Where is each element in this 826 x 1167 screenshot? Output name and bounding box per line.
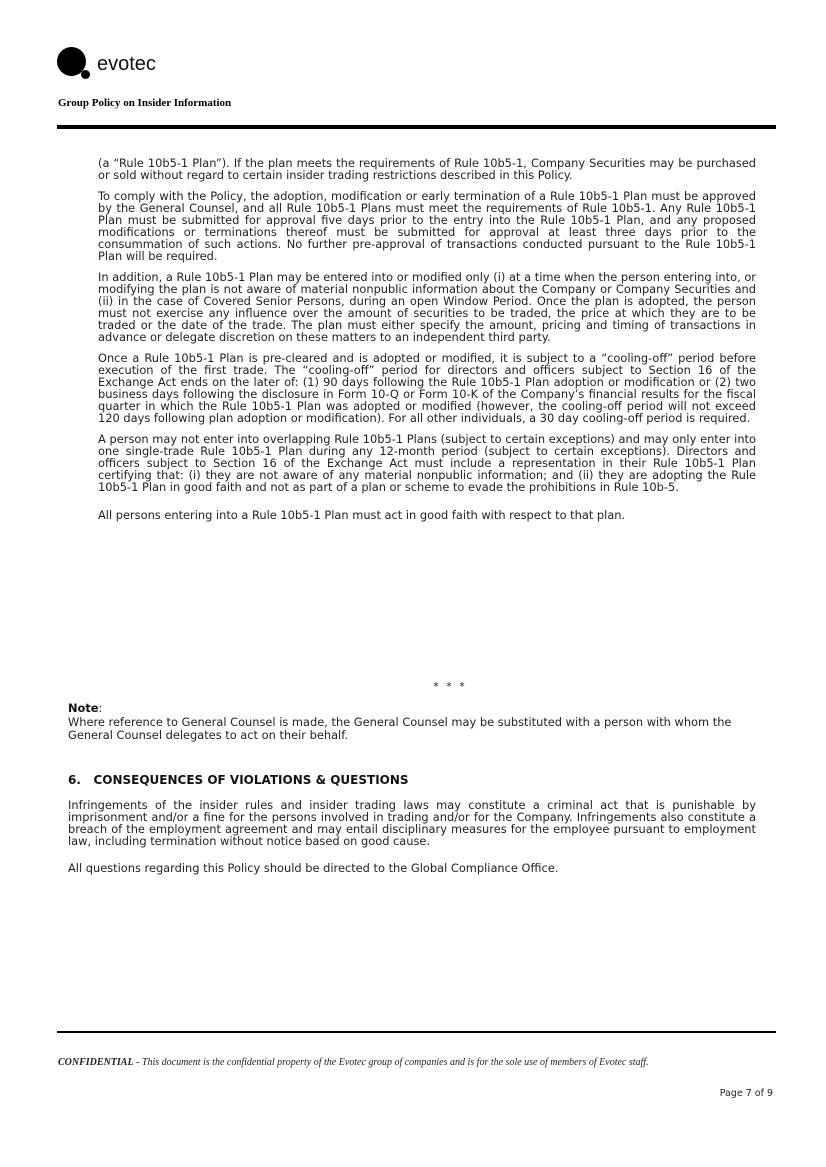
paragraph: Infringements of the insider rules and insider trading laws may constitute a criminal act that is punishable by imprisonment and/or a fine for the persons involved in trading and/or for the Company. Infringements also constitute a breach of the employment agreement and may entail disciplinary measures for the employee pursuant to employment law, including termination without notice based on good cause. bbox=[68, 798, 756, 848]
paragraph: (a “Rule 10b5-1 Plan”). If the plan meets the requirements of Rule 10b5-1, Company Securities may be purchased or sold without regard to certain insider trading restrictions described in this Policy. bbox=[98, 156, 756, 182]
paragraph: To comply with the Policy, the adoption, modification or early termination of a Rule 10b5-1 Plan must be approved by the General Counsel, and all Rule 10b5-1 Plans must meet the requirements of Rule 10b5-1. Any Rule 10b5-1 Plan must be submitted for approval five days prior to the entry into the Rule 10b5-1 Plan, and any proposed modifications or terminations thereof must be submitted for approval at least three days prior to the consummation of such actions. No further pre-approval of transactions conducted pursuant to the Rule 10b5-1 Plan will be required. bbox=[98, 189, 756, 263]
confidentiality-notice bbox=[58, 1057, 649, 1068]
section-6-heading: 6. CONSEQUENCES OF VIOLATIONS & QUESTIONS bbox=[68, 773, 409, 787]
confidential-label: CONFIDENTIAL bbox=[58, 1057, 134, 1068]
paragraph: In addition, a Rule 10b5-1 Plan may be entered into or modified only (i) at a time when the person entering into, or modifying the plan is not aware of material nonpublic information about the Company or Company Securities and (ii) in the case of Covered Senior Persons, during an open Window Period. Once the plan is adopted, the person must not exercise any influence over the amount of securities to be traded, the price at which they are to be traded or the date of the trade. The plan must either specify the amount, pricing and timing of transactions in advance or delegate discretion on these matters to an independent third party. bbox=[98, 270, 756, 344]
section-separator: * * * bbox=[433, 680, 467, 693]
paragraph: Once a Rule 10b5-1 Plan is pre-cleared and is adopted or modified, it is subject to a “cooling-off” period before execution of the first trade. The “cooling-off” period for directors and officers subject to Section 16 of the Exchange Act ends on the later of: (1) 90 days following the Rule 10b5-1 Plan adoption or modification or (2) two business days following the disclosure in Form 10-Q or Form 10-K of the Company’s financial results for the fiscal quarter in which the Rule 10b5-1 Plan was adopted or modified (however, the cooling-off period will not exceed 120 days following plan adoption or modification). For all other individuals, a 30 day cooling-off period is required. bbox=[98, 351, 756, 425]
note-text: Where reference to General Counsel is made, the General Counsel may be substituted with a person with whom the General Counsel delegates to act on their behalf. bbox=[68, 715, 732, 742]
paragraph: A person may not enter into overlapping Rule 10b5-1 Plans (subject to certain exceptions) and may only enter into one single-trade Rule 10b5-1 Plan during any 12-month period (subject to certain exceptions). Directors and officers subject to Section 16 of the Exchange Act must include a representation in their Rule 10b5-1 Plan certifying that: (i) they are not aware of any material nonpublic information; and (ii) they are adopting the Rule 10b5-1 Plan in good faith and not as part of a plan or scheme to evade the prohibitions in Rule 10b-5. bbox=[98, 432, 756, 494]
header-divider bbox=[57, 125, 776, 129]
page-number: Page 7 of 9 bbox=[719, 1088, 773, 1099]
note-label: Note bbox=[68, 701, 99, 715]
logo-text: evotec bbox=[97, 53, 156, 75]
paragraph: All persons entering into a Rule 10b5-1 Plan must act in good faith with respect to that plan. bbox=[98, 508, 626, 522]
evotec-logo-dot-icon bbox=[81, 70, 90, 79]
paragraph: All questions regarding this Policy should be directed to the Global Compliance Office. bbox=[68, 861, 559, 875]
note-colon: : bbox=[98, 701, 103, 715]
note-block bbox=[68, 697, 758, 742]
footer-divider bbox=[57, 1031, 776, 1033]
section-6-body bbox=[68, 799, 756, 889]
policy-title: Group Policy on Insider Information bbox=[58, 97, 232, 109]
rule-10b5-1-section bbox=[98, 157, 756, 530]
confidential-text: - This document is the confidential property of the Evotec group of companies and is for the sole use of members of Evotec staff. bbox=[133, 1057, 649, 1068]
note-heading bbox=[68, 697, 758, 716]
